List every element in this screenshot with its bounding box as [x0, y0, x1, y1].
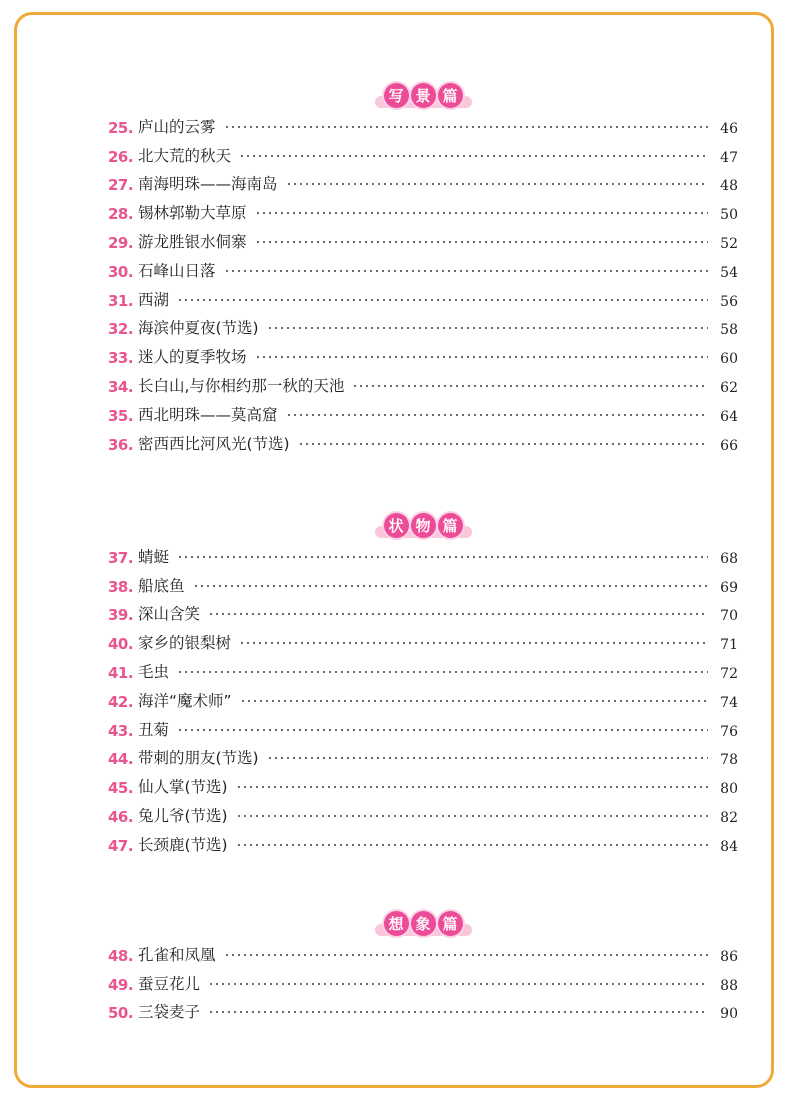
entry-page: 84	[720, 838, 738, 855]
entry-number: 32.	[108, 320, 134, 339]
entry-number: 41.	[108, 663, 134, 682]
entry-page: 56	[720, 293, 738, 310]
entry-page: 52	[720, 235, 738, 252]
leader-dots	[208, 979, 708, 989]
entry-title: 迷人的夏季牧场	[138, 348, 247, 367]
section-title-badge	[375, 83, 472, 108]
title-char: 状	[384, 513, 409, 538]
leader-dots	[177, 552, 708, 562]
entry-number: 43.	[108, 721, 134, 740]
leader-dots	[208, 609, 708, 619]
leader-dots	[236, 811, 708, 821]
entry-title: 密西西比河风光(节选)	[138, 434, 290, 453]
entry-title: 庐山的云雾	[138, 117, 216, 136]
title-char: 篇	[438, 83, 463, 108]
entry-number: 42.	[108, 692, 134, 711]
entry-title: 长颈鹿(节选)	[138, 835, 228, 854]
leader-dots	[239, 151, 708, 161]
entry-page: 48	[720, 178, 738, 195]
leader-dots	[298, 439, 708, 449]
leader-dots	[177, 667, 708, 677]
entry-title: 三袋麦子	[138, 1003, 201, 1022]
entry-number: 47.	[108, 836, 134, 855]
toc-entry[interactable]	[108, 567, 738, 596]
entry-page: 50	[720, 207, 738, 224]
toc-entry[interactable]	[108, 396, 738, 425]
entry-title: 蜻蜓	[138, 547, 170, 566]
entry-number: 26.	[108, 147, 134, 166]
entry-title: 蚕豆花儿	[138, 974, 201, 993]
leader-dots	[236, 840, 708, 850]
toc-entry[interactable]	[108, 994, 738, 1023]
entry-page: 71	[720, 637, 738, 654]
leader-dots	[255, 352, 708, 362]
toc-entry[interactable]	[108, 965, 738, 994]
entry-number: 44.	[108, 750, 134, 769]
toc-entry[interactable]	[108, 194, 738, 223]
entry-number: 40.	[108, 635, 134, 654]
section-imagination	[108, 910, 738, 1022]
leader-dots	[286, 179, 708, 189]
leader-dots	[267, 753, 708, 763]
entry-page: 66	[720, 437, 738, 454]
entry-number: 34.	[108, 377, 134, 396]
entry-title: 仙人掌(节选)	[138, 778, 228, 797]
section-scenery	[108, 82, 738, 454]
leader-dots	[255, 208, 708, 218]
leader-dots	[255, 237, 708, 247]
entry-number: 33.	[108, 349, 134, 368]
entry-title: 海滨仲夏夜(节选)	[138, 319, 259, 338]
toc-entry[interactable]	[108, 367, 738, 396]
entry-number: 37.	[108, 548, 134, 567]
section-objects	[108, 512, 738, 855]
entry-title: 船底鱼	[138, 576, 185, 595]
entry-page: 69	[720, 579, 738, 596]
entry-title: 丑菊	[138, 720, 170, 739]
toc-entry[interactable]	[108, 797, 738, 826]
entry-page: 78	[720, 752, 738, 769]
toc-entry[interactable]	[108, 425, 738, 454]
toc-list	[108, 108, 738, 454]
entry-page: 76	[720, 723, 738, 740]
entry-number: 50.	[108, 1004, 134, 1023]
entry-page: 88	[720, 977, 738, 994]
entry-number: 31.	[108, 291, 134, 310]
entry-page: 60	[720, 351, 738, 368]
leader-dots	[239, 638, 708, 648]
toc-entry[interactable]	[108, 826, 738, 855]
leader-dots	[193, 581, 708, 591]
entry-number: 49.	[108, 975, 134, 994]
section-title	[108, 910, 738, 936]
section-title-badge	[375, 911, 472, 936]
leader-dots	[236, 782, 708, 792]
entry-number: 27.	[108, 176, 134, 195]
toc-entry[interactable]	[108, 711, 738, 740]
entry-title: 锡林郭勒大草原	[138, 204, 247, 223]
title-char: 象	[411, 911, 436, 936]
entry-title: 家乡的银梨树	[138, 634, 232, 653]
title-char: 景	[411, 83, 436, 108]
entry-page: 47	[720, 149, 738, 166]
leader-dots	[286, 410, 708, 420]
entry-page: 72	[720, 665, 738, 682]
entry-number: 45.	[108, 779, 134, 798]
section-title	[108, 82, 738, 108]
toc-list	[108, 538, 738, 855]
entry-page: 58	[720, 322, 738, 339]
entry-number: 36.	[108, 435, 134, 454]
leader-dots	[267, 323, 708, 333]
leader-dots	[224, 122, 708, 132]
entry-page: 68	[720, 550, 738, 567]
entry-page: 86	[720, 948, 738, 965]
toc-entry[interactable]	[108, 538, 738, 567]
entry-number: 38.	[108, 577, 134, 596]
toc-entry[interactable]	[108, 653, 738, 682]
toc-entry[interactable]	[108, 137, 738, 166]
entry-title: 石峰山日落	[138, 261, 216, 280]
entry-number: 29.	[108, 233, 134, 252]
leader-dots	[224, 266, 708, 276]
entry-page: 74	[720, 694, 738, 711]
entry-number: 39.	[108, 606, 134, 625]
title-char: 篇	[438, 513, 463, 538]
toc-entry[interactable]	[108, 596, 738, 625]
entry-number: 28.	[108, 205, 134, 224]
toc-entry[interactable]	[108, 624, 738, 653]
entry-number: 48.	[108, 946, 134, 965]
section-title-badge	[375, 513, 472, 538]
toc-list	[108, 936, 738, 1022]
leader-dots	[240, 696, 708, 706]
toc-entry[interactable]	[108, 740, 738, 769]
entry-title: 西北明珠——莫高窟	[138, 405, 278, 424]
entry-title: 游龙胜银水侗寨	[138, 232, 247, 251]
toc-entry[interactable]	[108, 338, 738, 367]
entry-page: 82	[720, 809, 738, 826]
title-char: 想	[384, 911, 409, 936]
toc-entry[interactable]	[108, 252, 738, 281]
entry-page: 64	[720, 408, 738, 425]
entry-page: 54	[720, 264, 738, 281]
toc-entry[interactable]	[108, 281, 738, 310]
title-char: 物	[411, 513, 436, 538]
toc-entry[interactable]	[108, 223, 738, 252]
entry-number: 25.	[108, 118, 134, 137]
entry-title: 兔儿爷(节选)	[138, 806, 228, 825]
toc-entry[interactable]	[108, 768, 738, 797]
entry-title: 海洋“魔术师”	[138, 691, 232, 710]
entry-number: 35.	[108, 406, 134, 425]
leader-dots	[224, 950, 708, 960]
entry-page: 90	[720, 1006, 738, 1023]
entry-page: 62	[720, 379, 738, 396]
entry-title: 长白山,与你相约那一秋的天池	[138, 376, 345, 395]
entry-number: 30.	[108, 262, 134, 281]
entry-title: 西湖	[138, 290, 170, 309]
entry-title: 深山含笑	[138, 605, 201, 624]
toc-entry[interactable]	[108, 682, 738, 711]
leader-dots	[352, 381, 708, 391]
leader-dots	[177, 725, 708, 735]
entry-page: 80	[720, 781, 738, 798]
entry-title: 带刺的朋友(节选)	[138, 749, 259, 768]
toc-entry[interactable]	[108, 310, 738, 339]
entry-title: 南海明珠——海南岛	[138, 175, 278, 194]
toc-entry[interactable]	[108, 166, 738, 195]
leader-dots	[208, 1007, 708, 1017]
entry-page: 46	[720, 120, 738, 137]
title-char: 写	[384, 83, 409, 108]
toc-entry[interactable]	[108, 936, 738, 965]
leader-dots	[177, 295, 708, 305]
title-char: 篇	[438, 911, 463, 936]
entry-title: 北大荒的秋天	[138, 146, 232, 165]
entry-title: 孔雀和凤凰	[138, 945, 216, 964]
section-title	[108, 512, 738, 538]
entry-title: 毛虫	[138, 662, 170, 681]
entry-page: 70	[720, 608, 738, 625]
toc-entry[interactable]	[108, 108, 738, 137]
entry-number: 46.	[108, 807, 134, 826]
